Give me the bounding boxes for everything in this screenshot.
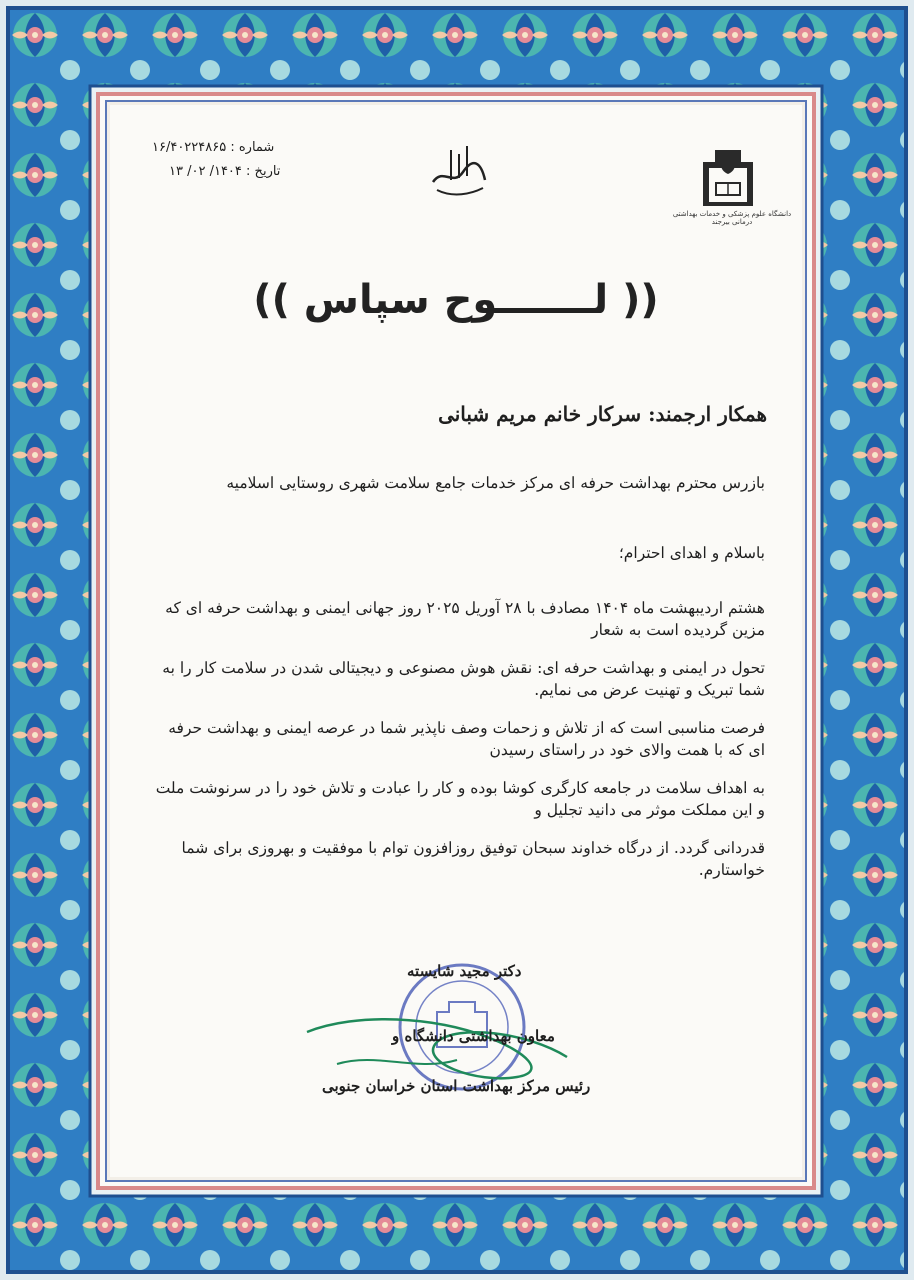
signatory-position-2: رئیس مرکز بهداشت استان خراسان جنوبی — [322, 1077, 591, 1095]
number-label: شماره : — [230, 140, 275, 155]
signatory-position-1: معاون بهداشتی دانشگاه و — [392, 1027, 555, 1045]
date-label: تاریخ : — [246, 164, 281, 179]
recipient-role: بازرس محترم بهداشت حرفه ای مرکز خدمات جامع سلامت شهری روستایی اسلامیه — [226, 474, 765, 492]
university-logo — [695, 142, 761, 208]
certificate-paper — [105, 100, 807, 1182]
letter-number — [152, 140, 274, 155]
greeting: باسلام و اهدای احترام؛ — [618, 544, 765, 562]
certificate-title: (( لـــــــوح سپاس )) — [253, 277, 659, 323]
date-value: ۱۴۰۴/ ۰۲/ ۱۳ — [169, 164, 242, 179]
number-value: ۱۶/۴۰۲۲۴۸۶۵ — [152, 140, 227, 155]
letter-date — [169, 164, 280, 179]
signatory-name: دکتر مجید شایسته — [407, 962, 522, 980]
salutation: همکار ارجمند: سرکار خانم مریم شبانی — [438, 402, 767, 426]
invocation-calligraphy — [423, 132, 493, 202]
paragraph-line: هشتم اردیبهشت ماه ۱۴۰۴ مصادف با ۲۸ آوریل ۲۰۲۵ روز جهانی ایمنی و بهداشت حرفه ای که مزین گردیده است به شعار — [165, 599, 765, 639]
certificate-title-wrap — [107, 277, 805, 323]
paragraph-line: تحول در ایمنی و بهداشت حرفه ای: نقش هوش مصنوعی و دیجیتالی شدن در سلامت کار را به شما تبریک و تهنیت عرض می نمایم. — [162, 659, 765, 699]
paragraph-line: قدردانی گردد. از درگاه خداوند سبحان توفیق روزافزون توام با موفقیت و بهروزی برای شما خواستارم. — [181, 839, 765, 879]
paragraph-line: فرصت مناسبی است که از تلاش و زحمات وصف ناپذیر شما در عرصه ایمنی و بهداشت حرفه ای که با همت والای خود در راستای رسیدن — [168, 719, 765, 759]
university-name: دانشگاه علوم پزشکی و خدمات بهداشتی درمانی بیرجند — [672, 210, 792, 226]
paragraph-line: به اهداف سلامت در جامعه کارگری کوشا بوده و کار را عبادت و تلاش خود را در سرنوشت ملت و این مملکت موثر می دانید تجلیل و — [155, 779, 765, 819]
